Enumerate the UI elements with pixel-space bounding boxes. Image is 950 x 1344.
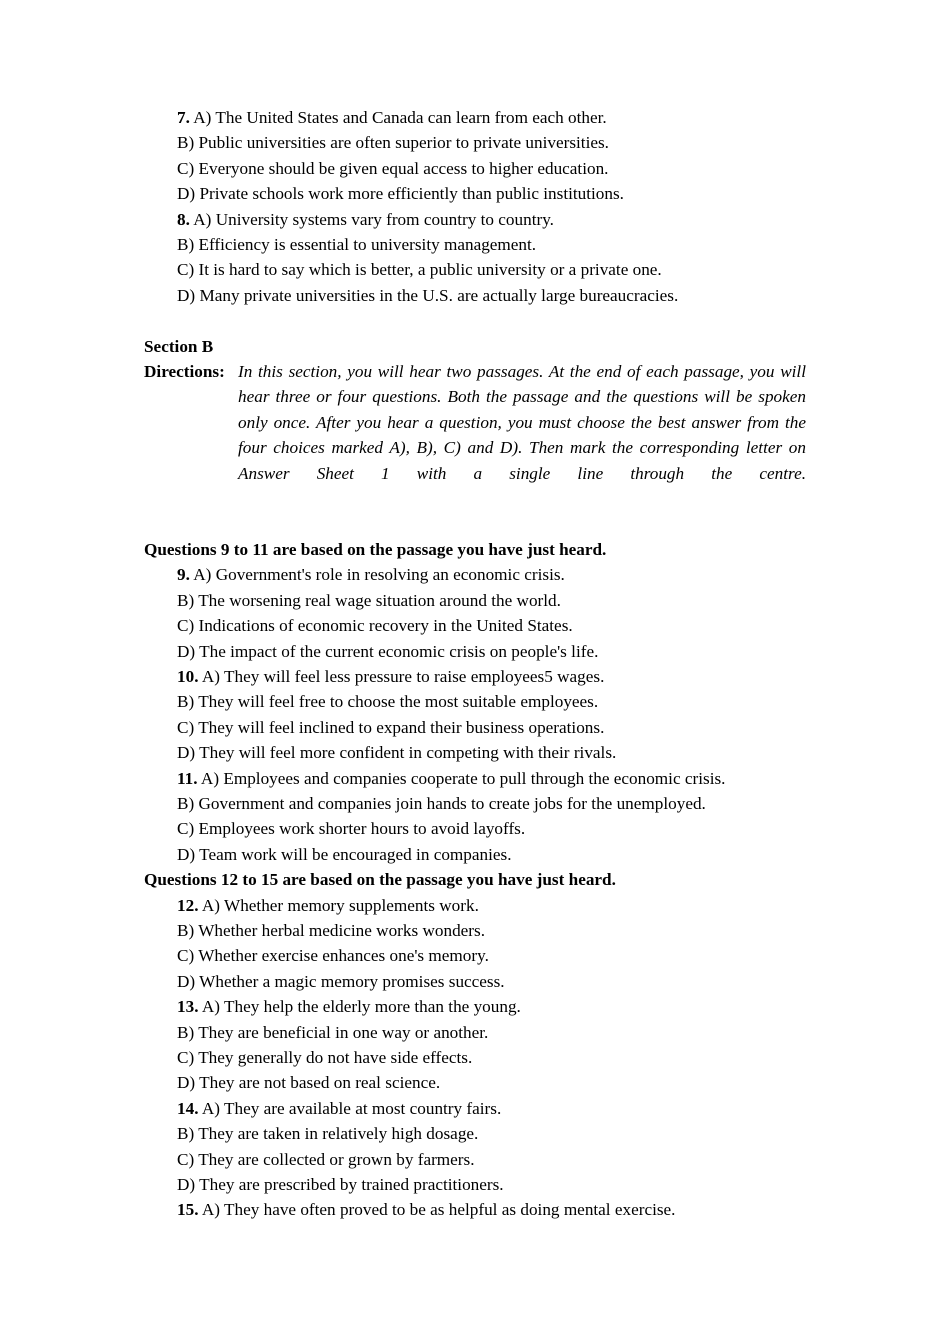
- question-block-9-11: [144, 562, 806, 867]
- option-letter: C): [177, 717, 195, 737]
- option-letter: A): [200, 768, 220, 788]
- spacer: [144, 511, 806, 536]
- option-text: They are not based on real science.: [199, 1073, 441, 1093]
- option-line: [144, 156, 806, 181]
- option-text: Employees work shorter hours to avoid layoffs.: [198, 819, 526, 839]
- option-line: [144, 588, 806, 613]
- option-line: [144, 1172, 806, 1197]
- option-letter: A): [193, 565, 212, 585]
- question-number: 13.: [177, 997, 199, 1017]
- option-text: Whether herbal medicine works wonders.: [198, 920, 486, 940]
- option-letter: C): [177, 1149, 195, 1169]
- option-text: They are available at most country fairs.: [223, 1098, 502, 1118]
- option-text: The worsening real wage situation around the world.: [198, 590, 561, 610]
- option-text: Private schools work more efficiently than public institutions.: [199, 184, 624, 204]
- option-line: [144, 918, 806, 943]
- page-content: [144, 105, 806, 1223]
- option-letter: C): [177, 616, 195, 636]
- spacer: [144, 308, 806, 333]
- option-line: [144, 740, 806, 765]
- question-item: [144, 994, 806, 1019]
- option-text: They will feel more confident in competing with their rivals.: [199, 743, 617, 763]
- option-text: They have often proved to be as helpful as doing mental exercise.: [223, 1200, 676, 1220]
- option-line: [144, 791, 806, 816]
- option-letter: D): [177, 971, 196, 991]
- option-line: [144, 1070, 806, 1095]
- option-text: They are beneficial in one way or another.: [198, 1022, 489, 1042]
- option-text: Public universities are often superior to private universities.: [198, 133, 609, 153]
- question-number: 11.: [177, 768, 198, 788]
- option-letter: D): [177, 285, 196, 305]
- question-item: [144, 664, 806, 689]
- option-text: Efficiency is essential to university management.: [198, 235, 537, 255]
- option-letter: B): [177, 1022, 195, 1042]
- option-line: [144, 1121, 806, 1146]
- directions-label: Directions:: [144, 362, 225, 382]
- question-item: [144, 207, 806, 232]
- option-letter: D): [177, 184, 196, 204]
- option-line: [144, 613, 806, 638]
- option-line: [144, 1045, 806, 1070]
- option-text: Everyone should be given equal access to higher education.: [198, 158, 609, 178]
- option-letter: D): [177, 844, 196, 864]
- option-letter: D): [177, 743, 196, 763]
- passage-one-heading: Questions 9 to 11 are based on the passage you have just heard.: [144, 539, 607, 559]
- option-text: Many private universities in the U.S. are actually large bureaucracies.: [199, 285, 679, 305]
- option-letter: D): [177, 1175, 196, 1195]
- option-line: [144, 283, 806, 308]
- question-number: 9.: [177, 565, 190, 585]
- option-letter: B): [177, 920, 195, 940]
- passage-two-heading: Questions 12 to 15 are based on the passage you have just heard.: [144, 870, 616, 890]
- question-number: 10.: [177, 666, 199, 686]
- option-line: [144, 842, 806, 867]
- option-letter: A): [201, 997, 220, 1017]
- option-text: They are prescribed by trained practitioners.: [199, 1175, 504, 1195]
- option-letter: C): [177, 260, 195, 280]
- option-text: Whether a magic memory promises success.: [199, 971, 505, 991]
- section-b-heading: Section B: [144, 336, 214, 356]
- question-item: [144, 893, 806, 918]
- question-block-12-15: [144, 893, 806, 1223]
- question-number: 12.: [177, 895, 199, 915]
- question-item: [144, 562, 806, 587]
- option-letter: B): [177, 590, 195, 610]
- option-text: They are collected or grown by farmers.: [198, 1149, 475, 1169]
- option-letter: A): [193, 108, 212, 127]
- option-text: They generally do not have side effects.: [198, 1048, 473, 1067]
- option-letter: C): [177, 158, 195, 178]
- option-letter: A): [201, 666, 220, 686]
- option-line: [144, 181, 806, 206]
- option-text: They will feel less pressure to raise employees5 wages.: [223, 666, 605, 686]
- option-text: The United States and Canada can learn from each other.: [215, 108, 607, 127]
- option-text: Government's role in resolving an economic crisis.: [215, 565, 565, 585]
- question-number: 14.: [177, 1098, 199, 1118]
- option-letter: B): [177, 1124, 195, 1144]
- option-text: It is hard to say which is better, a public university or a private one.: [198, 260, 662, 280]
- question-item: [144, 105, 806, 130]
- option-line: [144, 689, 806, 714]
- option-letter: C): [177, 819, 195, 839]
- question-number: 8.: [177, 209, 190, 229]
- option-text: Government and companies join hands to create jobs for the unemployed.: [198, 793, 706, 813]
- option-line: [144, 130, 806, 155]
- option-text: University systems vary from country to country.: [215, 209, 554, 229]
- option-text: They are taken in relatively high dosage.: [198, 1124, 479, 1144]
- option-text: Employees and companies cooperate to pull through the economic crisis.: [223, 768, 726, 788]
- question-block-7-8: [144, 105, 806, 308]
- question-item: [144, 1197, 806, 1222]
- option-line: [144, 257, 806, 282]
- option-text: They will feel free to choose the most suitable employees.: [198, 692, 599, 712]
- option-text: They help the elderly more than the young.: [223, 997, 521, 1017]
- option-text: Indications of economic recovery in the United States.: [198, 616, 573, 636]
- option-letter: C): [177, 1048, 195, 1067]
- option-line: [144, 232, 806, 257]
- option-text: Whether memory supplements work.: [223, 895, 479, 915]
- question-item: [144, 766, 806, 791]
- option-letter: C): [177, 946, 195, 966]
- option-letter: D): [177, 1073, 196, 1093]
- option-letter: B): [177, 133, 195, 153]
- option-letter: B): [177, 793, 195, 813]
- option-line: [144, 715, 806, 740]
- option-letter: A): [193, 209, 212, 229]
- option-letter: D): [177, 641, 196, 661]
- directions-block: [144, 359, 806, 511]
- option-line: [144, 969, 806, 994]
- option-line: [144, 943, 806, 968]
- option-letter: A): [201, 1200, 220, 1220]
- option-letter: B): [177, 235, 195, 255]
- option-letter: A): [201, 1098, 220, 1118]
- option-text: Team work will be encouraged in companies.: [199, 844, 512, 864]
- option-letter: B): [177, 692, 195, 712]
- question-number: 7.: [177, 108, 190, 127]
- option-line: [144, 816, 806, 841]
- option-text: They will feel inclined to expand their business operations.: [198, 717, 605, 737]
- option-text: Whether exercise enhances one's memory.: [198, 946, 489, 966]
- question-item: [144, 1096, 806, 1121]
- directions-text: In this section, you will hear two passages. At the end of each passage, you will hear three or four questions. Both the passage and the questions will be spoken only once. After you hear a question, you must choose the best answer from the four choices marked A), B), C) and D). Then mark the corresponding letter on Answer Sheet 1 with a single line through the centre.: [238, 362, 806, 483]
- option-line: [144, 1020, 806, 1045]
- option-letter: A): [201, 895, 220, 915]
- question-number: 15.: [177, 1200, 199, 1220]
- option-line: [144, 1147, 806, 1172]
- option-text: The impact of the current economic crisis on people's life.: [199, 641, 599, 661]
- option-line: [144, 639, 806, 664]
